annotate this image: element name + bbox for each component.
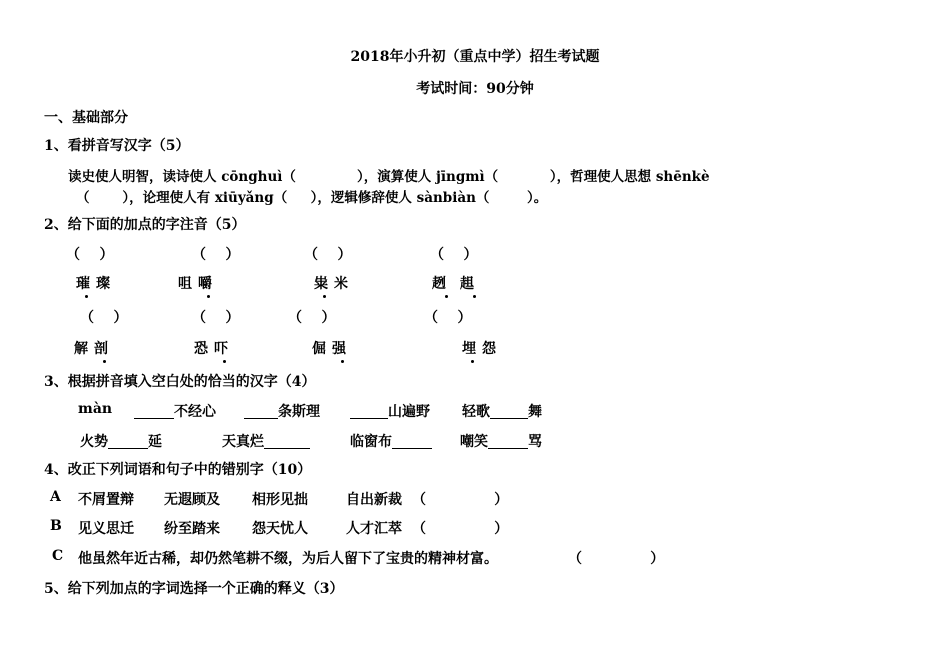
answer-paren: （ ）	[424, 310, 472, 326]
error-word: 见义思迁	[78, 521, 134, 537]
word-item	[432, 273, 488, 293]
error-word: 怨天忧人	[252, 521, 308, 537]
option-label-c: C	[52, 548, 64, 564]
fill-item: 临窗布	[350, 431, 432, 451]
answer-blank[interactable]	[264, 434, 310, 449]
word-item: 恐吓	[194, 341, 234, 357]
question-5-heading: 5、给下列加点的字词选择一个正确的释义（3）	[44, 581, 344, 597]
answer-blank[interactable]	[392, 434, 432, 449]
error-sentence: 他虽然年近古稀，却仍然笔耕不缀，为后人留下了宝贵的精神材富。	[78, 551, 498, 567]
answer-paren: （ ）	[412, 492, 509, 508]
dotted-char: 剖	[94, 341, 114, 357]
question-4-heading: 4、改正下列词语和句子中的错别字（10）	[44, 462, 312, 478]
error-word: 相形见拙	[252, 492, 308, 508]
error-word: 人才汇萃	[346, 521, 402, 537]
dotted-char: 埋	[462, 341, 482, 357]
page-title: 2018年小升初（重点中学）招生考试题	[350, 49, 600, 65]
answer-blank[interactable]	[244, 404, 278, 419]
error-word: 自出新裁	[346, 492, 402, 508]
word-item: 粜米	[314, 276, 354, 292]
answer-paren: （ ）	[80, 310, 128, 326]
fill-item: 山遍野	[350, 401, 430, 421]
dotted-char: 吓	[214, 341, 234, 357]
pinyin-label: màn	[78, 401, 113, 417]
answer-paren: （ ）	[192, 247, 240, 263]
error-word: 不屑置辩	[78, 492, 134, 508]
answer-paren: （ ）	[304, 247, 352, 263]
word-item: 倔强	[312, 341, 352, 357]
fill-item: 嘲笑 骂	[460, 434, 542, 450]
question-3-heading: 3、根据拼音填入空白处的恰当的汉字（4）	[44, 374, 316, 390]
dotted-char: 趔	[432, 276, 460, 292]
option-label-a: A	[50, 489, 61, 505]
answer-blank[interactable]	[134, 404, 174, 419]
answer-blank[interactable]	[350, 404, 388, 419]
question-1-line-1: 读史使人明智，读诗使人 cōnghuì（ ），演算使人 jīngmì（ ），哲理使人思想 shēnkè	[68, 169, 710, 185]
question-2-heading: 2、给下面的加点的字注音（5）	[44, 217, 246, 233]
word-item: 咀嚼	[178, 276, 218, 292]
word-item: 埋怨	[462, 341, 502, 357]
dotted-char: 璀	[76, 276, 96, 292]
answer-blank[interactable]	[490, 404, 528, 419]
answer-blank[interactable]	[488, 434, 528, 449]
dotted-char: 强	[332, 341, 352, 357]
answer-paren: （ ）	[412, 521, 509, 537]
answer-paren: （ ）	[192, 310, 240, 326]
word-item: 璀璨	[76, 276, 116, 292]
answer-paren: （ ）	[288, 310, 336, 326]
dotted-char: 粜	[314, 276, 334, 292]
dotted-char: 趄	[460, 276, 488, 292]
fill-item: 不经心	[134, 401, 216, 421]
answer-paren: （ ）	[66, 247, 114, 263]
dotted-char: 嚼	[198, 276, 218, 292]
question-1-line-2: （ ），论理使人有 xiūyǎng（ ），逻辑修辞使人 sànbiàn（ ）。	[76, 190, 548, 206]
question-1-heading: 1、看拼音写汉字（5）	[44, 138, 190, 154]
section-heading-basics: 一、基础部分	[44, 110, 128, 126]
exam-duration: 考试时间：90分钟	[416, 81, 534, 97]
answer-blank[interactable]	[108, 434, 148, 449]
option-label-b: B	[50, 518, 62, 534]
error-word: 无遐顾及	[164, 492, 220, 508]
fill-item: 火势 延	[80, 434, 162, 450]
fill-item: 条斯理	[244, 401, 320, 421]
word-item: 解剖	[74, 341, 114, 357]
fill-item: 天真烂	[222, 431, 310, 451]
answer-paren: （ ）	[430, 247, 478, 263]
fill-item: 轻歌 舞	[462, 404, 542, 420]
answer-paren: （ ）	[568, 551, 665, 567]
error-word: 纷至踏来	[164, 521, 220, 537]
